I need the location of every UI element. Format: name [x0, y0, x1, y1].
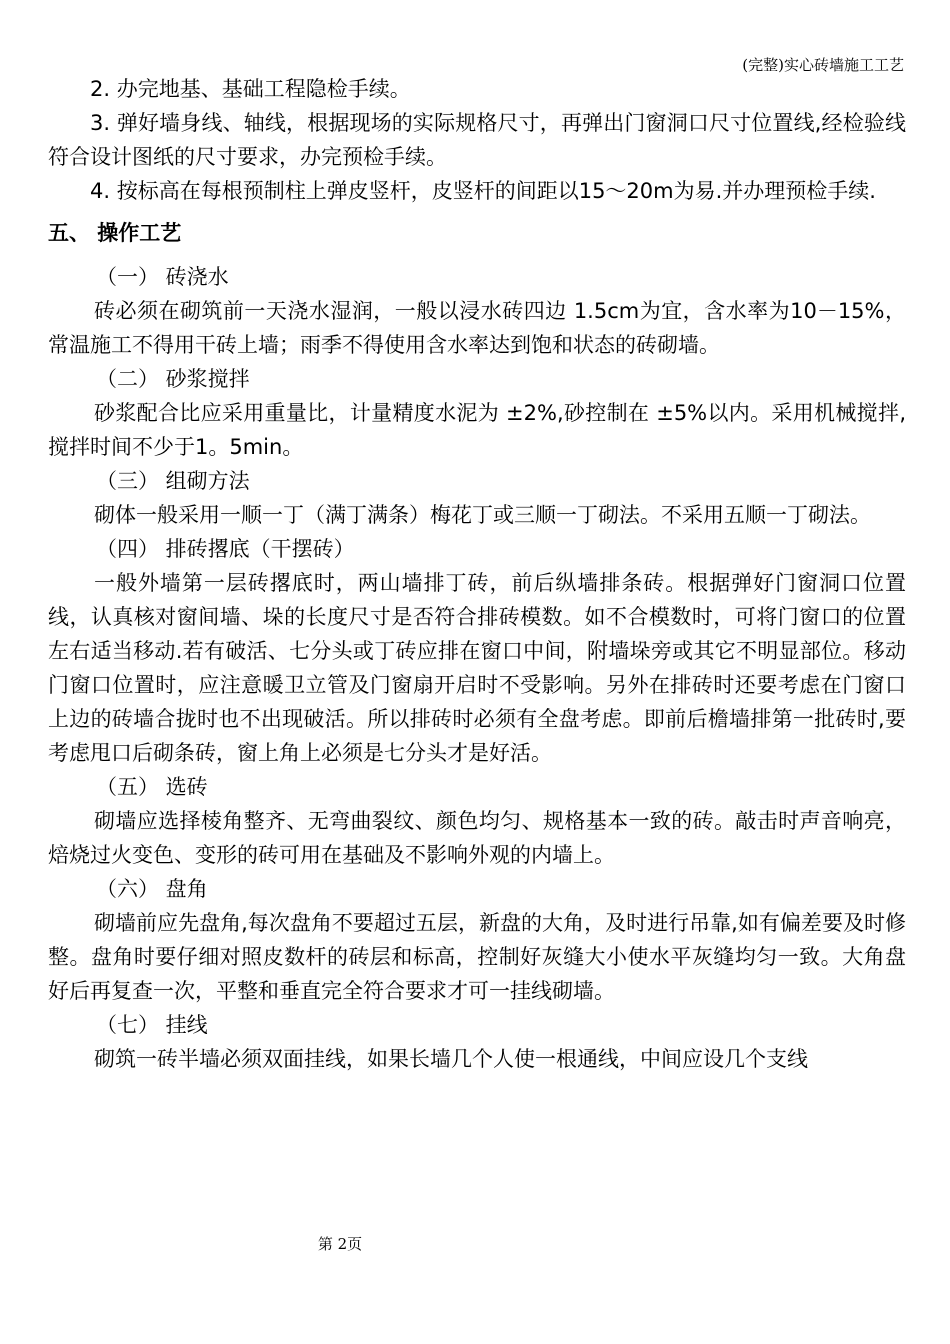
- sub-3-title: （三） 组砌方法: [96, 469, 250, 493]
- item-3: 3. 弹好墙身线、轴线，根据现场的实际规格尺寸，再弹出门窗洞口尺寸位置线,经检验线符合设计图纸的尺寸要求，办完预检手续。: [48, 111, 906, 169]
- section-5-heading: 五、 操作工艺: [48, 221, 182, 245]
- item-2: 2. 办完地基、基础工程隐检手续。: [90, 77, 411, 101]
- sub-1-title: （一） 砖浇水: [96, 265, 229, 289]
- sub-5-text: 砌墙应选择棱角整齐、无弯曲裂纹、颜色均匀、规格基本一致的砖。敲击时声音响亮，焙烧过火变色、变形的砖可用在基础及不影响外观的内墙上。: [48, 809, 906, 867]
- sub-4-text: 一般外墙第一层砖撂底时，两山墙排丁砖，前后纵墙排条砖。根据弹好门窗洞口位置线，认真核对窗间墙、垛的长度尺寸是否符合排砖模数。如不合模数时，可将门窗口的位置左右适当移动.若有破活、七分头或丁砖应排在窗口中间，附墙垛旁或其它不明显部位。移动门窗口位置时，应注意暖卫立管及门窗扇开启时不受影响。另外在排砖时还要考虑在门窗口上边的砖墙合拢时也不出现破活。所以排砖时必须有全盘考虑。即前后檐墙排第一批砖时,要考虑甩口后砌条砖，窗上角上必须是七分头才是好活。: [48, 571, 906, 765]
- sub-1-text: 砖必须在砌筑前一天浇水湿润，一般以浸水砖四边 1.5cm为宜，含水率为10－15%，常温施工不得用干砖上墙；雨季不得使用含水率达到饱和状态的砖砌墙。: [48, 299, 906, 357]
- document-header-title: (完整)实心砖墙施工工艺: [742, 56, 904, 74]
- sub-7-title: （七） 挂线: [96, 1013, 208, 1037]
- sub-2-title: （二） 砂浆搅拌: [96, 367, 250, 391]
- sub-2-text: 砂浆配合比应采用重量比，计量精度水泥为 ±2%,砂控制在 ±5%以内。采用机械搅拌,搅拌时间不少于1。5min。: [48, 401, 906, 459]
- sub-3-text: 砌体一般采用一顺一丁（满丁满条）梅花丁或三顺一丁砌法。不采用五顺一丁砌法。: [94, 503, 871, 527]
- sub-6-title: （六） 盘角: [96, 877, 208, 901]
- sub-7-text: 砌筑一砖半墙必须双面挂线，如果长墙几个人使一根通线，中间应设几个支线: [94, 1047, 808, 1071]
- sub-6-text: 砌墙前应先盘角,每次盘角不要超过五层，新盘的大角，及时进行吊靠,如有偏差要及时修整。盘角时要仔细对照皮数杆的砖层和标高，控制好灰缝大小使水平灰缝均匀一致。大角盘好后再复查一次，平整和垂直完全符合要求才可一挂线砌墙。: [48, 911, 906, 1003]
- sub-5-title: （五） 选砖: [96, 775, 208, 799]
- item-4: 4. 按标高在每根预制柱上弹皮竖杆，皮竖杆的间距以15～20m为易.并办理预检手续.: [90, 179, 876, 203]
- document-body: [48, 72, 906, 1076]
- page-number: 第 2页: [317, 1235, 363, 1253]
- sub-4-title: （四） 排砖撂底（干摆砖）: [96, 537, 355, 561]
